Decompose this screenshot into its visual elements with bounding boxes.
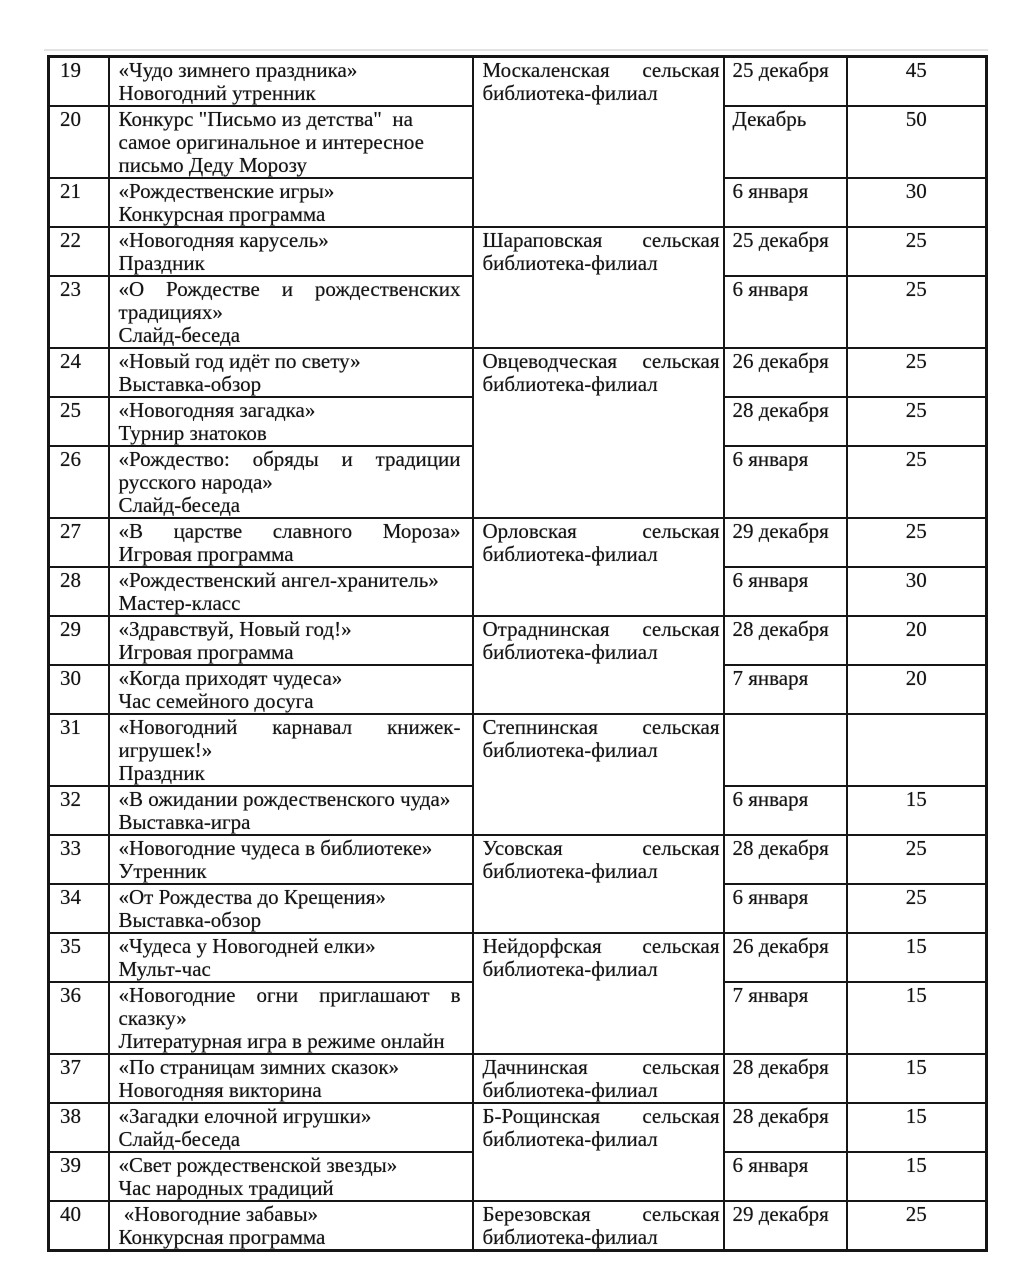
event-type: Мастер-класс <box>118 591 241 615</box>
date-cell: 6 января <box>724 178 847 227</box>
event-cell <box>109 1054 473 1103</box>
event-title: «От Рождества до Крещения» <box>118 885 386 909</box>
event-title: «Рождественский ангел-хранитель» <box>118 568 439 592</box>
event-title: «По страницам зимних сказок» <box>118 1055 400 1079</box>
attendance-cell: 50 <box>847 106 987 178</box>
library-cell: Орловская сельская библиотека-филиал <box>473 518 724 616</box>
table-row <box>49 227 987 276</box>
event-cell <box>109 106 473 178</box>
date-cell: 28 декабря <box>724 397 847 446</box>
event-title: «Рождественские игры» <box>118 179 335 203</box>
event-cell <box>109 933 473 982</box>
row-number-cell: 37 <box>49 1054 109 1103</box>
row-number-cell: 36 <box>49 982 109 1054</box>
event-cell <box>109 1103 473 1152</box>
table-row <box>49 1103 987 1152</box>
event-title: «Новогодняя загадка» <box>118 398 316 422</box>
events-table-body <box>49 57 987 1251</box>
library-cell: Дачнинская сельская библиотека-филиал <box>473 1054 724 1103</box>
row-number-cell: 24 <box>49 348 109 397</box>
event-title: «Когда приходят чудеса» <box>118 666 343 690</box>
date-cell: Декабрь <box>724 106 847 178</box>
date-cell: 25 декабря <box>724 227 847 276</box>
event-type: Слайд-беседа <box>118 493 241 517</box>
event-title: «Рождество: обряды и традиции русского народа» <box>118 447 461 494</box>
event-cell <box>109 446 473 518</box>
attendance-cell: 15 <box>847 1054 987 1103</box>
event-type: Игровая программа <box>118 542 294 566</box>
event-title: «Чудеса у Новогодней елки» <box>118 934 376 958</box>
table-row <box>49 348 987 397</box>
event-cell <box>109 665 473 714</box>
row-number-cell: 38 <box>49 1103 109 1152</box>
scan-artifact-line <box>44 49 988 51</box>
event-title: «Новогодние забавы» <box>118 1202 319 1226</box>
event-type: Конкурсная программа <box>118 202 326 226</box>
library-cell: Нейдорфская сельская библиотека-филиал <box>473 933 724 1054</box>
event-title: «Свет рождественской звезды» <box>118 1153 398 1177</box>
date-cell: 28 декабря <box>724 1054 847 1103</box>
row-number-cell: 27 <box>49 518 109 567</box>
table-row <box>49 518 987 567</box>
event-type: Утренник <box>118 859 207 883</box>
table-row <box>49 933 987 982</box>
row-number-cell: 40 <box>49 1201 109 1251</box>
event-cell <box>109 567 473 616</box>
date-cell: 26 декабря <box>724 348 847 397</box>
event-cell <box>109 616 473 665</box>
event-title: «Чудо зимнего праздника» <box>118 58 358 82</box>
event-type: Выставка-обзор <box>118 372 262 396</box>
attendance-cell: 25 <box>847 397 987 446</box>
row-number-cell: 23 <box>49 276 109 348</box>
event-type: Конкурсная программа <box>118 1225 326 1249</box>
date-cell: 28 декабря <box>724 1103 847 1152</box>
date-cell: 6 января <box>724 884 847 933</box>
event-cell <box>109 178 473 227</box>
date-cell: 28 декабря <box>724 835 847 884</box>
date-cell: 25 декабря <box>724 57 847 107</box>
event-type: Выставка-обзор <box>118 908 262 932</box>
table-row <box>49 835 987 884</box>
date-cell: 29 декабря <box>724 518 847 567</box>
library-cell: Березовская сельская библиотека-филиал <box>473 1201 724 1251</box>
event-cell <box>109 835 473 884</box>
event-title: «Здравствуй, Новый год!» <box>118 617 352 641</box>
event-cell <box>109 57 473 107</box>
attendance-cell: 15 <box>847 1103 987 1152</box>
library-cell: Овцеводческая сельская библиотека-филиал <box>473 348 724 518</box>
event-type: Новогодний утренник <box>118 81 316 105</box>
attendance-cell: 25 <box>847 518 987 567</box>
event-title: «Новогодняя карусель» <box>118 228 329 252</box>
event-cell <box>109 982 473 1054</box>
event-cell <box>109 786 473 835</box>
event-title: «Новогодние чудеса в библиотеке» <box>118 836 433 860</box>
row-number-cell: 31 <box>49 714 109 786</box>
event-title: «Новый год идёт по свету» <box>118 349 361 373</box>
event-type: Праздник <box>118 761 205 785</box>
date-cell: 6 января <box>724 786 847 835</box>
table-row <box>49 1054 987 1103</box>
attendance-cell: 20 <box>847 616 987 665</box>
row-number-cell: 20 <box>49 106 109 178</box>
attendance-cell: 25 <box>847 446 987 518</box>
row-number-cell: 21 <box>49 178 109 227</box>
date-cell: 7 января <box>724 982 847 1054</box>
event-title: «Новогодние огни приглашают в сказку» <box>118 983 461 1030</box>
date-cell: 29 декабря <box>724 1201 847 1251</box>
event-type: Литературная игра в режиме онлайн <box>118 1029 445 1053</box>
event-cell <box>109 884 473 933</box>
event-cell <box>109 1152 473 1201</box>
event-title: «В царстве славного Мороза» <box>118 519 461 543</box>
row-number-cell: 26 <box>49 446 109 518</box>
date-cell <box>724 714 847 786</box>
date-cell: 6 января <box>724 446 847 518</box>
row-number-cell: 19 <box>49 57 109 107</box>
library-cell: Отраднинская сельская библиотека-филиал <box>473 616 724 714</box>
attendance-cell: 15 <box>847 786 987 835</box>
table-row <box>49 714 987 786</box>
row-number-cell: 34 <box>49 884 109 933</box>
date-cell: 6 января <box>724 567 847 616</box>
library-cell: Усовская сельская библиотека-филиал <box>473 835 724 933</box>
event-type: Выставка-игра <box>118 810 251 834</box>
events-table <box>47 55 988 1252</box>
attendance-cell: 15 <box>847 1152 987 1201</box>
attendance-cell: 30 <box>847 178 987 227</box>
date-cell: 7 января <box>724 665 847 714</box>
event-type: Мульт-час <box>118 957 211 981</box>
library-cell: Степнинская сельская библиотека-филиал <box>473 714 724 835</box>
table-row <box>49 57 987 107</box>
row-number-cell: 28 <box>49 567 109 616</box>
row-number-cell: 33 <box>49 835 109 884</box>
table-row <box>49 1201 987 1251</box>
event-cell <box>109 227 473 276</box>
date-cell: 26 декабря <box>724 933 847 982</box>
event-title: «В ожидании рождественского чуда» <box>118 787 451 811</box>
attendance-cell: 25 <box>847 1201 987 1251</box>
attendance-cell: 25 <box>847 835 987 884</box>
attendance-cell: 15 <box>847 982 987 1054</box>
date-cell: 6 января <box>724 276 847 348</box>
row-number-cell: 35 <box>49 933 109 982</box>
event-type: Новогодняя викторина <box>118 1078 322 1102</box>
event-cell <box>109 397 473 446</box>
attendance-cell: 30 <box>847 567 987 616</box>
attendance-cell: 25 <box>847 884 987 933</box>
attendance-cell <box>847 714 987 786</box>
event-type: Час народных традиций <box>118 1176 334 1200</box>
attendance-cell: 45 <box>847 57 987 107</box>
event-cell <box>109 518 473 567</box>
row-number-cell: 30 <box>49 665 109 714</box>
row-number-cell: 25 <box>49 397 109 446</box>
event-type: Праздник <box>118 251 205 275</box>
attendance-cell: 25 <box>847 348 987 397</box>
event-cell <box>109 348 473 397</box>
row-number-cell: 29 <box>49 616 109 665</box>
attendance-cell: 25 <box>847 276 987 348</box>
row-number-cell: 39 <box>49 1152 109 1201</box>
row-number-cell: 32 <box>49 786 109 835</box>
event-type: Турнир знатоков <box>118 421 267 445</box>
library-cell: Шараповская сельская библиотека-филиал <box>473 227 724 348</box>
event-type: Слайд-беседа <box>118 323 241 347</box>
date-cell: 6 января <box>724 1152 847 1201</box>
attendance-cell: 15 <box>847 933 987 982</box>
event-cell <box>109 276 473 348</box>
event-cell <box>109 1201 473 1251</box>
event-cell <box>109 714 473 786</box>
row-number-cell: 22 <box>49 227 109 276</box>
event-type: Игровая программа <box>118 640 294 664</box>
event-title: «Загадки елочной игрушки» <box>118 1104 372 1128</box>
event-title: Конкурс "Письмо из детства" на самое оригинальное и интересное письмо Деду Морозу <box>118 107 424 177</box>
event-title: «О Рождестве и рождественских традициях» <box>118 277 461 324</box>
library-cell: Москаленская сельская библиотека-филиал <box>473 57 724 228</box>
event-type: Слайд-беседа <box>118 1127 241 1151</box>
attendance-cell: 25 <box>847 227 987 276</box>
attendance-cell: 20 <box>847 665 987 714</box>
table-row <box>49 616 987 665</box>
event-type: Час семейного досуга <box>118 689 314 713</box>
library-cell: Б-Рощинская сельская библиотека-филиал <box>473 1103 724 1201</box>
date-cell: 28 декабря <box>724 616 847 665</box>
event-title: «Новогодний карнавал книжек-игрушек!» <box>118 715 461 762</box>
